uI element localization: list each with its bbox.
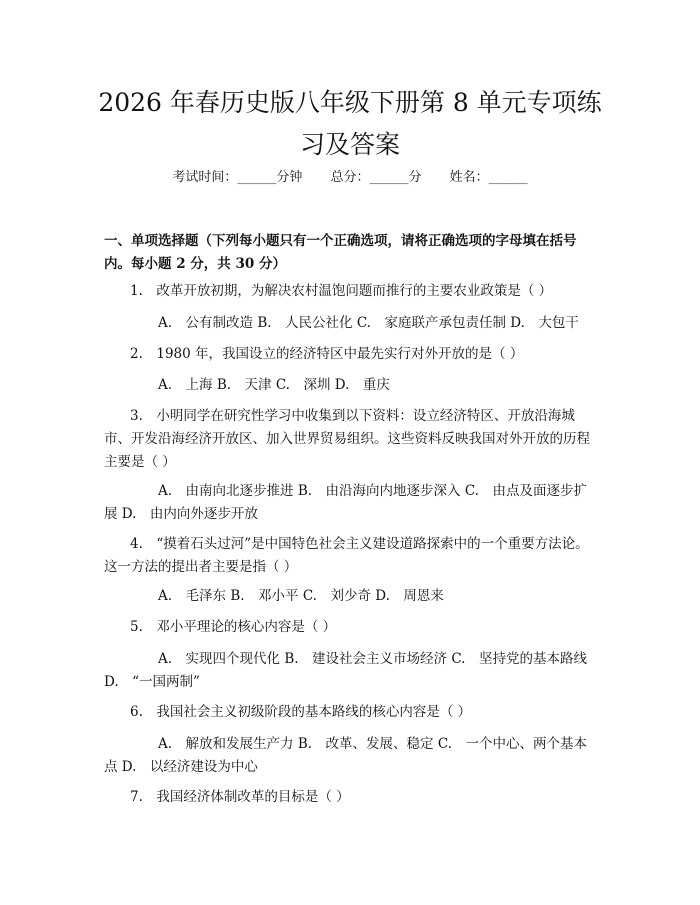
question-6: 6. 我国社会主义初级阶段的基本路线的核心内容是（ ） [130, 704, 472, 720]
exam-score: 总分：______分 [330, 170, 422, 185]
question-6-options: A. 解放和发展生产力 B. 改革、发展、稳定 C. 一个中心、两个基本点 D. 以经济建设为中心 [104, 736, 587, 775]
question-5: 5. 邓小平理论的核心内容是（ ） [130, 619, 337, 635]
title-line-2: 习及答案 [299, 130, 400, 159]
exam-time: 考试时间：______分钟 [172, 170, 303, 185]
student-name: 姓名：______ [449, 170, 528, 185]
question-3-options: A. 由南向北逐步推进 B. 由沿海向内地逐步深入 C. 由点及面逐步扩展 D. 由内向外逐步开放 [104, 483, 587, 522]
question-1: 1. 改革开放初期，为解决农村温饱问题而推行的主要农业政策是（ ） [130, 283, 553, 299]
question-5-options: A. 实现四个现代化 B. 建设社会主义市场经济 C. 坚持党的基本路线 D. “一国两制” [104, 651, 587, 690]
question-3: 3. 小明同学在研究性学习中收集到以下资料：设立经济特区、开放沿海城市、开发沿海经济开放区、加入世界贸易组织。这些资料反映我国对外开放的历程主要是（ ） [104, 408, 590, 470]
title-line-1: 2026 年春历史版八年级下册第 8 单元专项练 [98, 88, 602, 117]
exam-info [0, 168, 700, 188]
question-2: 2. 1980 年，我国设立的经济特区中最先实行对外开放的是（ ） [130, 346, 524, 362]
question-4: 4. “摸着石头过河”是中国特色社会主义建设道路探索中的一个重要方法论。这一方法的提出者主要是指（ ） [104, 536, 589, 575]
question-2-options: A. 上海 B. 天津 C. 深圳 D. 重庆 [158, 377, 390, 393]
document-title [90, 82, 610, 166]
question-1-options: A. 公有制改造 B. 人民公社化 C. 家庭联产承包责任制 D. 大包干 [158, 315, 579, 331]
question-7: 7. 我国经济体制改革的目标是（ ） [130, 789, 350, 805]
question-4-options: A. 毛泽东 B. 邓小平 C. 刘少奇 D. 周恩来 [158, 588, 444, 604]
section-heading: 一、单项选择题（下列每小题只有一个正确选项，请将正确选项的字母填在括号内。每小题 2 分，共 30 分） [104, 233, 577, 272]
